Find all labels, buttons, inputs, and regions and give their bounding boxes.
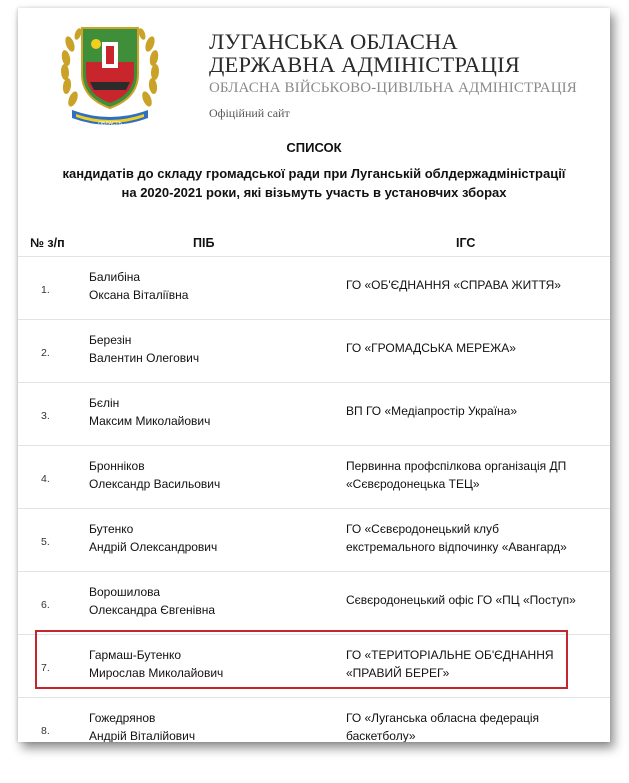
document-sheet: [18, 8, 610, 742]
candidate-surname: Ворошилова: [89, 585, 161, 599]
candidate-given-name: Андрій Олександрович: [89, 540, 218, 554]
candidate-name: [89, 583, 215, 619]
candidate-organization: [346, 457, 566, 493]
candidate-surname: Бєлін: [89, 396, 120, 410]
organization-line1: ГО «ГРОМАДСЬКА МЕРЕЖА»: [346, 341, 516, 355]
row-number: 5.: [41, 536, 50, 548]
row-number: 8.: [41, 725, 50, 737]
candidate-surname: Гожедрянов: [89, 711, 156, 725]
row-number: 3.: [41, 410, 50, 422]
site-header: [18, 8, 610, 128]
candidate-organization: [346, 339, 516, 357]
candidate-name: [89, 646, 223, 682]
table-row: [18, 571, 610, 634]
candidate-given-name: Мирослав Миколайович: [89, 666, 224, 680]
document-subtitle: [18, 164, 610, 202]
candidate-surname: Березін: [89, 333, 132, 347]
org-name-line2: ДЕРЖАВНА АДМІНІСТРАЦІЯ: [209, 52, 520, 77]
candidate-name: [89, 709, 195, 742]
row-number: 6.: [41, 599, 50, 611]
organization-line1: ГО «Луганська обласна федерація: [346, 711, 540, 725]
candidate-organization: [346, 709, 539, 742]
row-number: 1.: [41, 284, 50, 296]
candidate-name: [89, 520, 217, 556]
table-row: [18, 256, 610, 319]
organization-line1: Первинна профспілкова організація ДП: [346, 459, 567, 473]
candidate-given-name: Андрій Віталійович: [89, 729, 196, 742]
org-name-line3: ОБЛАСНА ВІЙСЬКОВО-ЦИВІЛЬНА АДМІНІСТРАЦІЯ: [209, 80, 577, 96]
organization-line1: ГО «ТЕРИТОРІАЛЬНЕ ОБ'ЄДНАННЯ: [346, 648, 554, 662]
table-row: [18, 634, 610, 697]
column-header-pib: ПІБ: [193, 236, 215, 250]
candidate-given-name: Олександр Васильович: [89, 477, 221, 491]
column-header-num: № з/п: [30, 236, 65, 250]
row-number: 2.: [41, 347, 50, 359]
row-number: 4.: [41, 473, 50, 485]
candidate-organization: [346, 646, 554, 682]
coat-of-arms-icon: [56, 14, 164, 130]
column-header-igs: ІГС: [456, 236, 476, 250]
subtitle-line1: кандидатів до складу громадської ради при Луганській облдержадміністрації: [62, 166, 566, 181]
org-name-line1: ЛУГАНСЬКА ОБЛАСНА: [209, 29, 458, 54]
organization-line1: ГО «ОБ'ЄДНАННЯ «СПРАВА ЖИТТЯ»: [346, 278, 561, 292]
candidate-name: [89, 457, 220, 493]
table-row: [18, 319, 610, 382]
row-number: 7.: [41, 662, 50, 674]
emblem-caption: ОБЛАСТЬ: [98, 121, 122, 127]
candidate-given-name: Максим Миколайович: [89, 414, 211, 428]
organization-line2: баскетболу»: [346, 729, 416, 742]
candidate-name: [89, 268, 188, 304]
organization-line1: ГО «Сєвєродонецький клуб: [346, 522, 500, 536]
candidate-surname: Бронніков: [89, 459, 145, 473]
candidate-given-name: Олександра Євгенівна: [89, 603, 215, 617]
table-row: [18, 697, 610, 742]
candidate-organization: [346, 402, 517, 420]
organization-line2: «Сєвєродонецька ТЕЦ»: [346, 477, 480, 491]
candidate-organization: [346, 276, 561, 294]
candidate-surname: Бутенко: [89, 522, 134, 536]
organization-line1: ВП ГО «Медіапростір Україна»: [346, 404, 518, 418]
organization-line1: Сєвєродонецький офіс ГО «ПЦ «Поступ»: [346, 593, 576, 607]
official-site-label: Офіційний сайт: [209, 106, 290, 120]
candidate-organization: [346, 520, 567, 556]
document-title: СПИСОК: [286, 140, 342, 155]
candidate-surname: Гармаш-Бутенко: [89, 648, 182, 662]
candidate-name: [89, 394, 210, 430]
candidate-organization: [346, 591, 576, 609]
table-row: [18, 445, 610, 508]
candidate-name: [89, 331, 199, 367]
organization-line2: «ПРАВИЙ БЕРЕГ»: [346, 666, 450, 680]
table-header: [18, 232, 610, 256]
table-row: [18, 382, 610, 445]
organization-line2: екстремального відпочинку «Авангард»: [346, 540, 567, 554]
subtitle-line2: на 2020-2021 роки, які візьмуть участь в установчих зборах: [121, 185, 507, 200]
candidate-given-name: Валентин Олегович: [89, 351, 200, 365]
table-row: [18, 508, 610, 571]
candidate-surname: Балибіна: [89, 270, 141, 284]
candidate-given-name: Оксана Віталіївна: [89, 288, 189, 302]
